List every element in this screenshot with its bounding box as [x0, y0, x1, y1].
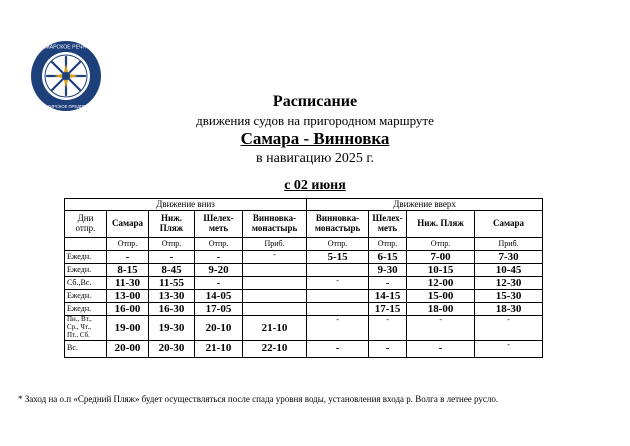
direction-up: Движение вверх — [307, 199, 543, 211]
cell-time: 18-00 — [407, 303, 475, 316]
page-subtitle: движения судов на пригородном маршруте — [196, 113, 434, 128]
col-nizh-beach: Ниж. Пляж — [149, 211, 195, 238]
cell-time: 6-15 — [369, 251, 407, 264]
cell-time: 21-10 — [195, 340, 243, 357]
cell-time: - — [307, 316, 369, 340]
table-row — [65, 303, 543, 316]
cell-time — [243, 264, 307, 277]
cell-time: - — [369, 316, 407, 340]
cell-time: - — [475, 316, 543, 340]
cell-time — [307, 303, 369, 316]
type-row — [65, 238, 543, 251]
effective-date: с 02 июня — [284, 178, 346, 193]
cell-time: 10-45 — [475, 264, 543, 277]
table-row — [65, 340, 543, 357]
cell-time: - — [243, 251, 307, 264]
cell-time: 5-15 — [307, 251, 369, 264]
direction-down: Движение вниз — [65, 199, 307, 211]
type-depart: Отпр. — [195, 238, 243, 251]
navigation-season: в навигацию 2025 г. — [256, 151, 374, 166]
cell-time: - — [107, 251, 149, 264]
logo-text-bottom: ПАССАЖИРСКОЕ ПРЕДПРИЯТИЕ — [31, 104, 101, 109]
cell-time — [243, 277, 307, 290]
type-depart: Отпр. — [307, 238, 369, 251]
cell-time: 17-15 — [369, 303, 407, 316]
cell-time — [307, 290, 369, 303]
cell-time: 15-30 — [475, 290, 543, 303]
cell-time: 19-30 — [149, 316, 195, 340]
type-arrive: Приб. — [243, 238, 307, 251]
cell-time: - — [475, 340, 543, 357]
cell-time: 9-20 — [195, 264, 243, 277]
row-days: Ежедн. — [65, 290, 107, 303]
table-row — [65, 251, 543, 264]
col-days: Дни отпр. — [65, 211, 107, 238]
cell-time: 17-05 — [195, 303, 243, 316]
cell-time: 7-30 — [475, 251, 543, 264]
cell-time: 16-30 — [149, 303, 195, 316]
row-days: Вс. — [65, 340, 107, 357]
cell-time — [243, 303, 307, 316]
table-row — [65, 264, 543, 277]
type-cell-empty — [65, 238, 107, 251]
row-days: Пн., Вт., Ср., Чт., Пт., Сб. — [65, 316, 107, 340]
type-depart: Отпр. — [407, 238, 475, 251]
col-samara: Самара — [107, 211, 149, 238]
cell-time: 10-15 — [407, 264, 475, 277]
page-title: Расписание — [272, 93, 358, 110]
footnote: * Заход на о.п «Средний Пляж» будет осуществляться после спада уровня воды, установления входа р. Волга в летнее русло. — [18, 394, 499, 404]
cell-time: 14-05 — [195, 290, 243, 303]
column-header-row — [65, 211, 543, 238]
cell-time: 8-45 — [149, 264, 195, 277]
row-days: Ежедн. — [65, 264, 107, 277]
cell-time: 8-15 — [107, 264, 149, 277]
col-samara-up: Самара — [475, 211, 543, 238]
cell-time: 20-00 — [107, 340, 149, 357]
cell-time: 13-30 — [149, 290, 195, 303]
type-depart: Отпр. — [107, 238, 149, 251]
col-nizh-beach-up: Ниж. Пляж — [407, 211, 475, 238]
cell-time: - — [307, 277, 369, 290]
cell-time: 14-15 — [369, 290, 407, 303]
cell-time: 19-00 — [107, 316, 149, 340]
cell-time: - — [149, 251, 195, 264]
table-row — [65, 316, 543, 340]
cell-time: 13-00 — [107, 290, 149, 303]
row-days: Сб.,Вс. — [65, 277, 107, 290]
table-row — [65, 290, 543, 303]
cell-time — [307, 264, 369, 277]
cell-time: 12-30 — [475, 277, 543, 290]
cell-time: - — [195, 251, 243, 264]
cell-time: 15-00 — [407, 290, 475, 303]
logo-text-top: САМАРСКОЕ РЕЧНОЕ — [38, 44, 94, 51]
cell-time: - — [407, 316, 475, 340]
type-depart: Отпр. — [369, 238, 407, 251]
cell-time: 7-00 — [407, 251, 475, 264]
cell-time: 20-30 — [149, 340, 195, 357]
cell-time: 12-00 — [407, 277, 475, 290]
cell-time: - — [307, 340, 369, 357]
cell-time: 11-30 — [107, 277, 149, 290]
direction-row — [65, 199, 543, 211]
type-depart: Отпр. — [149, 238, 195, 251]
col-vinnovka-monastery: Винновка- монастырь — [243, 211, 307, 238]
schedule-table — [64, 198, 543, 358]
cell-time: 9-30 — [369, 264, 407, 277]
cell-time: 11-55 — [149, 277, 195, 290]
cell-time: - — [195, 277, 243, 290]
cell-time: 20-10 — [195, 316, 243, 340]
cell-time: - — [407, 340, 475, 357]
cell-time: 22-10 — [243, 340, 307, 357]
cell-time: 18-30 — [475, 303, 543, 316]
col-vinnovka-monastery-up: Винновка- монастырь — [307, 211, 369, 238]
route-name: Самара - Винновка — [240, 129, 390, 148]
cell-time: - — [369, 277, 407, 290]
row-days: Ежедн. — [65, 303, 107, 316]
col-shelekhmet-up: Шелех- меть — [369, 211, 407, 238]
col-shelekhmet: Шелех- меть — [195, 211, 243, 238]
cell-time — [243, 290, 307, 303]
cell-time: 16-00 — [107, 303, 149, 316]
cell-time: - — [369, 340, 407, 357]
cell-time: 21-10 — [243, 316, 307, 340]
table-row — [65, 277, 543, 290]
row-days: Ежедн. — [65, 251, 107, 264]
type-arrive: Приб. — [475, 238, 543, 251]
